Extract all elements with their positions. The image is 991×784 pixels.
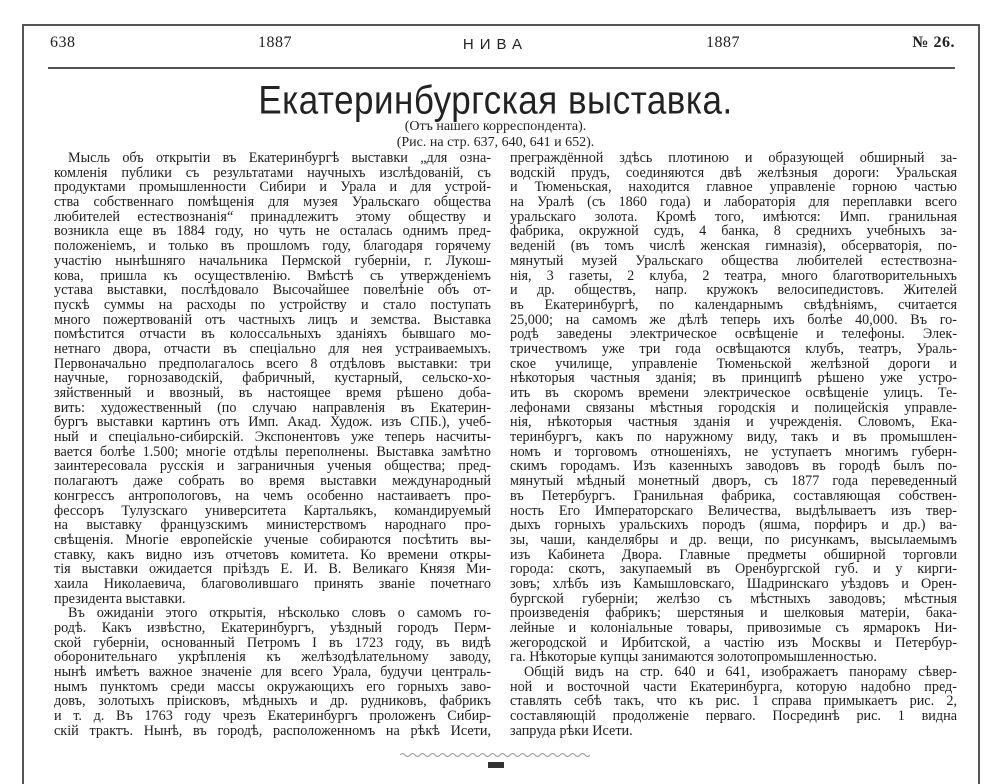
text-line: возникла еще въ 1884 году, но чуть не осталась однимъ пред- [54, 223, 491, 240]
text-line: нынѣ имѣетъ важное значеніе для всего Урала, будучи централь- [54, 664, 491, 681]
text-line: нетнаго двора, отчасти въ спеціально для нея устраиваемыхъ. [54, 340, 491, 357]
text-line: фессоръ Тулузскаго университета Картальякъ, командируемый [54, 502, 491, 519]
text-line: ить въ скоромъ времени электрическое освѣщеніе улицъ. Те- [510, 385, 957, 401]
text-line: нымъ пунктомъ среди массы окружающихъ его горныхъ заво- [54, 678, 491, 695]
text-line: нія, 3 газеты, 2 клуба, 2 театра, много благотворительныхъ [510, 267, 957, 284]
right-column [510, 151, 957, 739]
text-line: нія, нѣкоторыя частныя зданія и учрежденія. Словомъ, Ека- [510, 414, 957, 431]
text-line: мянутый мѣдный монетный дворъ, съ 1877 года переведенный [510, 473, 957, 490]
text-line: изъ Кабинета Двора. Главные предметы обширной торговли [510, 546, 957, 563]
text-line: га. Нѣкоторые купцы занимаются золотопромышленностью. [510, 649, 877, 666]
header-year-right: 1887 [706, 34, 740, 51]
text-line: въ Петербургъ. Гранильная фабрика, составляющая собствен- [510, 487, 957, 504]
text-line: ское училище, управленіе Тюменьской желѣзной дороги и [510, 355, 957, 372]
text-line: довъ, золотыхъ пріисковъ, мѣдныхъ и др. рудниковъ, фабрикъ [54, 693, 491, 710]
text-line: лейные и колоніальные товары, привозимые съ ярмарокъ Ни- [510, 620, 957, 636]
text-line: полагаютъ даже собрать во время выставки международный [54, 473, 491, 490]
text-line: составляющій продолженіе перваго. Посрединѣ рис. 1 видна [510, 708, 957, 725]
text-line: скимъ городамъ. Изъ казенныхъ заводовъ въ городѣ былъ по- [510, 458, 957, 475]
text-line: пускѣ суммы на расходы по устройству и стало поступать [54, 296, 491, 313]
text-line: водскій прудъ, соединяются двѣ желѣзныя дороги: Уральская [510, 164, 957, 181]
text-line: кова, пришла къ осуществленію. Вмѣстѣ съ утвержденіемъ [54, 267, 491, 284]
text-line: заинтересовала русскія и заграничныя ученыя общества; пред- [54, 458, 491, 475]
text-line: Первоначально предполагалось всего 8 отдѣловъ выставки: три [54, 355, 491, 372]
text-line: скій трактъ. Нынѣ, въ городѣ, расположенномъ на рѣкѣ Исети, [54, 722, 491, 739]
text-line: бургъ выставки картинъ отъ Имп. Акад. Худож. изъ СПБ.), учеб- [54, 414, 491, 431]
text-line: Въ ожиданіи этого открытія, нѣсколько словъ о самомъ го- [68, 605, 491, 622]
text-line: и Тюменьская, находится главное управленіе горною частью [510, 179, 957, 196]
text-line: научные, горнозаводскій, фабричный, кустарный, сельско-хо- [54, 370, 491, 387]
text-line: вить: художественный (по случаю направленія въ Екатерин- [54, 399, 491, 416]
text-line: мянутый музей Уральскаго общества любителей естествозна- [510, 252, 957, 269]
issue-number: № 26. [912, 34, 955, 51]
text-line: помѣстится отчасти въ колоссальныхъ зданіяхъ бывшаго мо- [54, 326, 491, 343]
text-line: фабрика, окружной судъ, 4 банка, 8 среднихъ учебныхъ за- [510, 223, 957, 240]
text-line: тія выставки ожидается пріѣздъ Е. И. В. Великаго Князя Ми- [54, 561, 491, 578]
text-line: положеніемъ, и только въ прошломъ году, благодаря горячему [54, 238, 491, 255]
text-line: устава выставки, послѣдовало Высочайшее повелѣніе объ от- [54, 282, 491, 299]
text-line: и т. д. Въ 1763 году чрезъ Екатеринбургъ проложенъ Сибир- [54, 708, 491, 725]
text-line: запруда рѣки Исети. [510, 722, 633, 739]
text-line: ставку, какъ видно изъ отчетовъ комитета. Ко времени откры- [54, 546, 491, 563]
text-line: дыхъ горныхъ уральскихъ породъ (яшма, порфиръ и др.) ва- [510, 517, 957, 534]
header-year-left: 1887 [258, 34, 292, 51]
text-line: номъ и торговомъ отношеніяхъ, не уступаетъ многимъ губерн- [510, 443, 957, 460]
text-line: президента выставки. [54, 590, 186, 607]
text-line: много пожертвованій отъ частныхъ лицъ и земства. Выставка [54, 311, 491, 328]
text-line: Мысль объ открытіи въ Екатеринбургѣ выставки „для озна- [68, 150, 491, 166]
text-line: произведенія фабрикъ; шерстяныя и шелковыя матеріи, бака- [510, 605, 957, 622]
text-line: любителей естествознанія“ принадлежитъ этому обществу и [54, 208, 491, 225]
text-line: Общій видъ на стр. 640 и 641, изображаетъ панораму сѣвер- [524, 664, 957, 681]
text-line: на выставку французскимъ министерствомъ народнаго про- [54, 517, 491, 534]
text-line: родѣ. Какъ извѣстно, Екатеринбургъ, уѣздный городъ Перм- [54, 620, 491, 636]
page-number: 638 [50, 34, 76, 51]
end-ornament-wavy-rule [400, 752, 590, 758]
text-line: 25,000; на самомъ же дѣлѣ теперь ихъ болѣе 40,000. Въ го- [510, 311, 957, 328]
text-line: ной и восточной части Екатеринбурга, которую надобно пред- [510, 678, 957, 695]
text-line: и др. обществъ, напр. кружокъ велосипедистовъ. Жителей [510, 282, 957, 299]
text-line: хаила Николаевича, благоволившаго принять званіе почетнаго [54, 575, 491, 592]
article-byline: (Отъ нашего корреспондента). [404, 119, 587, 134]
text-line: свѣщенія. Многіе европейскіе ученые собираются посѣтить вы- [54, 531, 491, 548]
text-line: уральскаго золота. Кромѣ того, имѣются: Имп. гранильная [510, 208, 957, 225]
text-line: оборонительнаго укрѣпленія къ желѣзодѣлательному заводу, [54, 649, 491, 666]
text-line: ской губерніи, основанный Петромъ I въ 1723 году, въ видѣ [54, 634, 491, 651]
text-line: зы, чаши, канделябры и др. вещи, по рисункамъ, высылаемымъ [510, 531, 957, 548]
text-line: преграждённой здѣсь плотиною и образующей обширный за- [510, 150, 957, 166]
text-line: веденій (въ томъ числѣ женская гимназія), обсерваторія, по- [510, 238, 957, 255]
text-line: ства собственнаго помѣщенія для музея Уральскаго общества [54, 194, 491, 211]
text-line: нѣкоторыя частныя зданія; въ принципѣ рѣшено уже устро- [510, 370, 957, 387]
text-line: комленія публики съ результатами научныхъ изслѣдованій, съ [54, 164, 491, 181]
text-line: бургской губерніи; желѣзо съ мѣстныхъ заводовъ; мѣстныя [510, 590, 957, 607]
text-line: лефонами связаны мѣстныя городскія и полицейскія управле- [510, 399, 957, 416]
header-rule [48, 67, 955, 69]
left-column [54, 151, 491, 739]
text-line: города: скотъ, закупаемый въ Оренбургской губ. и у кирги- [510, 561, 957, 578]
text-line: ность Его Императорскаго Величества, выдѣлываетъ изъ твер- [510, 502, 957, 519]
magazine-title: НИВА [462, 36, 529, 53]
text-line: теринбургъ, какъ по наружному виду, такъ и въ промышлен- [510, 429, 957, 446]
text-line: вается болѣе 1.500; многіе отдѣлы переполнены. Выставка замѣтно [54, 443, 491, 460]
article-title: Екатеринбургская выставка. [258, 78, 733, 123]
text-line: конгрессъ антропологовъ, на чемъ особенно настаиваетъ про- [54, 487, 491, 504]
figures-reference: (Рис. на стр. 637, 640, 641 и 652). [396, 135, 595, 150]
text-line: ставлять себѣ такъ, что къ рис. 1 справа примыкаетъ рис. 2, [510, 693, 957, 710]
text-line: участію нынѣшняго начальника Пермской губерніи, г. Лукош- [54, 252, 491, 269]
text-line: родѣ заведены электрическое освѣщеніе и телефоны. Элек- [510, 326, 957, 343]
text-line: жегородской и Ирбитской, а частію изъ Москвы и Петербур- [510, 634, 957, 651]
text-line: ный и спеціально-сибирскій. Экспонентовъ уже теперь насчиты- [54, 429, 491, 446]
text-line: тричествомъ уже три года освѣщаются клубъ, театръ, Ураль- [510, 340, 957, 357]
next-heading-glyph-fragment [488, 762, 504, 768]
text-line: зяйственный и ввозный, въ настоящее время рѣшено доба- [54, 385, 491, 401]
text-line: на Уралѣ (съ 1860 года) и лабораторія для переплавки всего [510, 194, 957, 211]
text-line: въ Екатеринбургѣ, по календарнымъ свѣдѣніямъ, считается [510, 296, 957, 313]
text-line: зовъ; хлѣбъ изъ Камышловскаго, Шадринскаго уѣздовъ и Орен- [510, 575, 957, 592]
text-line: продуктами промышленности Сибири и Урала и для устрой- [54, 179, 491, 196]
